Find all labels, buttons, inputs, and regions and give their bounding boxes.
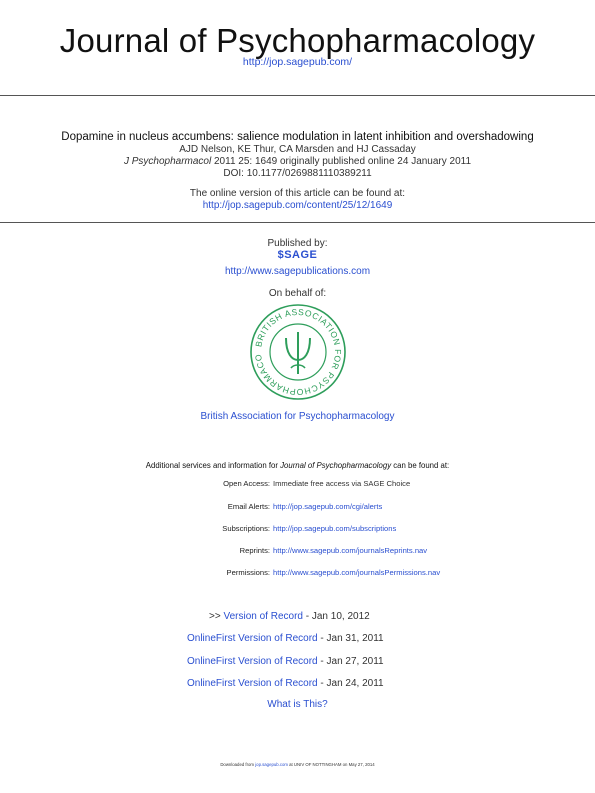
journal-url[interactable] xyxy=(0,56,595,68)
version-row-record xyxy=(209,611,370,622)
version-link[interactable]: OnlineFirst Version of Record xyxy=(187,678,318,689)
version-date: - Jan 24, 2011 xyxy=(320,678,384,689)
service-value: Immediate free access via SAGE Choice xyxy=(273,479,411,488)
version-date: - Jan 27, 2011 xyxy=(320,656,384,667)
version-link[interactable]: OnlineFirst Version of Record xyxy=(187,656,318,667)
article-citation xyxy=(0,156,595,167)
version-date: - Jan 31, 2011 xyxy=(320,633,384,644)
version-row-onlinefirst-3 xyxy=(187,678,384,689)
sage-logo[interactable] xyxy=(0,249,595,261)
services-intro xyxy=(0,461,595,470)
online-version-text: The online version of this article can be found at: xyxy=(189,188,406,199)
service-link[interactable]: http://jop.sagepub.com/cgi/alerts xyxy=(273,502,383,511)
services-intro-prefix: Additional services and information for xyxy=(145,461,278,470)
top-rule xyxy=(0,95,595,96)
service-row-email-alerts xyxy=(0,502,595,514)
service-row-open-access xyxy=(0,479,595,491)
download-footer xyxy=(0,762,595,767)
journal-title: Journal of Psychopharmacology xyxy=(59,22,536,59)
version-date: - Jan 10, 2012 xyxy=(305,611,370,622)
footer-prefix: Downloaded from xyxy=(220,762,255,767)
publisher-url-link[interactable]: http://www.sagepublications.com xyxy=(224,266,371,277)
service-label: Email Alerts: xyxy=(227,502,270,511)
service-label: Subscriptions: xyxy=(222,524,270,533)
version-row-onlinefirst-2 xyxy=(187,656,384,667)
service-label: Open Access: xyxy=(223,479,270,488)
service-row-reprints xyxy=(0,546,595,558)
online-version-link[interactable]: http://jop.sagepub.com/content/25/12/1649 xyxy=(202,200,393,211)
version-link[interactable]: OnlineFirst Version of Record xyxy=(187,633,318,644)
what-is-this-link[interactable]: What is This? xyxy=(267,699,328,710)
bap-logo-icon xyxy=(248,302,348,402)
footer-suffix: at UNIV OF NOTTINGHAM on May 27, 2014 xyxy=(289,762,375,767)
sage-logo-mark-icon: $ xyxy=(277,249,285,261)
citation-journal: J Psychopharmacol xyxy=(123,156,212,167)
society-name[interactable] xyxy=(0,411,595,422)
what-is-this[interactable] xyxy=(0,699,595,710)
version-link[interactable]: Version of Record xyxy=(223,611,303,622)
services-intro-suffix: can be found at: xyxy=(393,461,450,470)
service-label: Permissions: xyxy=(226,568,270,577)
service-link[interactable]: http://www.sagepub.com/journalsPermissions.nav xyxy=(273,568,441,577)
publisher-url[interactable] xyxy=(0,266,595,277)
service-row-subscriptions xyxy=(0,524,595,536)
service-link[interactable]: http://www.sagepub.com/journalsReprints.nav xyxy=(273,546,428,555)
bap-logo[interactable] xyxy=(248,302,348,402)
on-behalf-label: On behalf of: xyxy=(268,288,327,299)
version-row-onlinefirst-1 xyxy=(187,633,384,644)
service-row-permissions xyxy=(0,568,595,580)
version-prefix: >> xyxy=(209,611,221,622)
footer-site-link[interactable]: jop.sagepub.com xyxy=(255,762,288,767)
article-doi: DOI: 10.1177/0269881110389211 xyxy=(223,168,372,179)
published-by-label: Published by: xyxy=(267,238,328,249)
article-title: Dopamine in nucleus accumbens: salience modulation in latent inhibition and overshadowing xyxy=(61,131,534,143)
service-label: Reprints: xyxy=(239,546,270,555)
online-version-url[interactable] xyxy=(0,200,595,211)
bap-ring-text: BRITISH ASSOCIATION FOR PSYCHOPHARMACO xyxy=(252,306,344,398)
middle-rule xyxy=(0,222,595,223)
society-name-link[interactable]: British Association for Psychopharmacology xyxy=(200,411,395,422)
services-intro-journal: Journal of Psychopharmacology xyxy=(280,461,392,470)
sage-logo-text: $SAGE xyxy=(277,249,318,261)
article-authors: AJD Nelson, KE Thur, CA Marsden and HJ Cassaday xyxy=(179,144,416,155)
citation-details: 2011 25: 1649 originally published online 24 January 2011 xyxy=(214,156,472,167)
service-link[interactable]: http://jop.sagepub.com/subscriptions xyxy=(273,524,397,533)
journal-url-link[interactable]: http://jop.sagepub.com/ xyxy=(242,56,353,68)
